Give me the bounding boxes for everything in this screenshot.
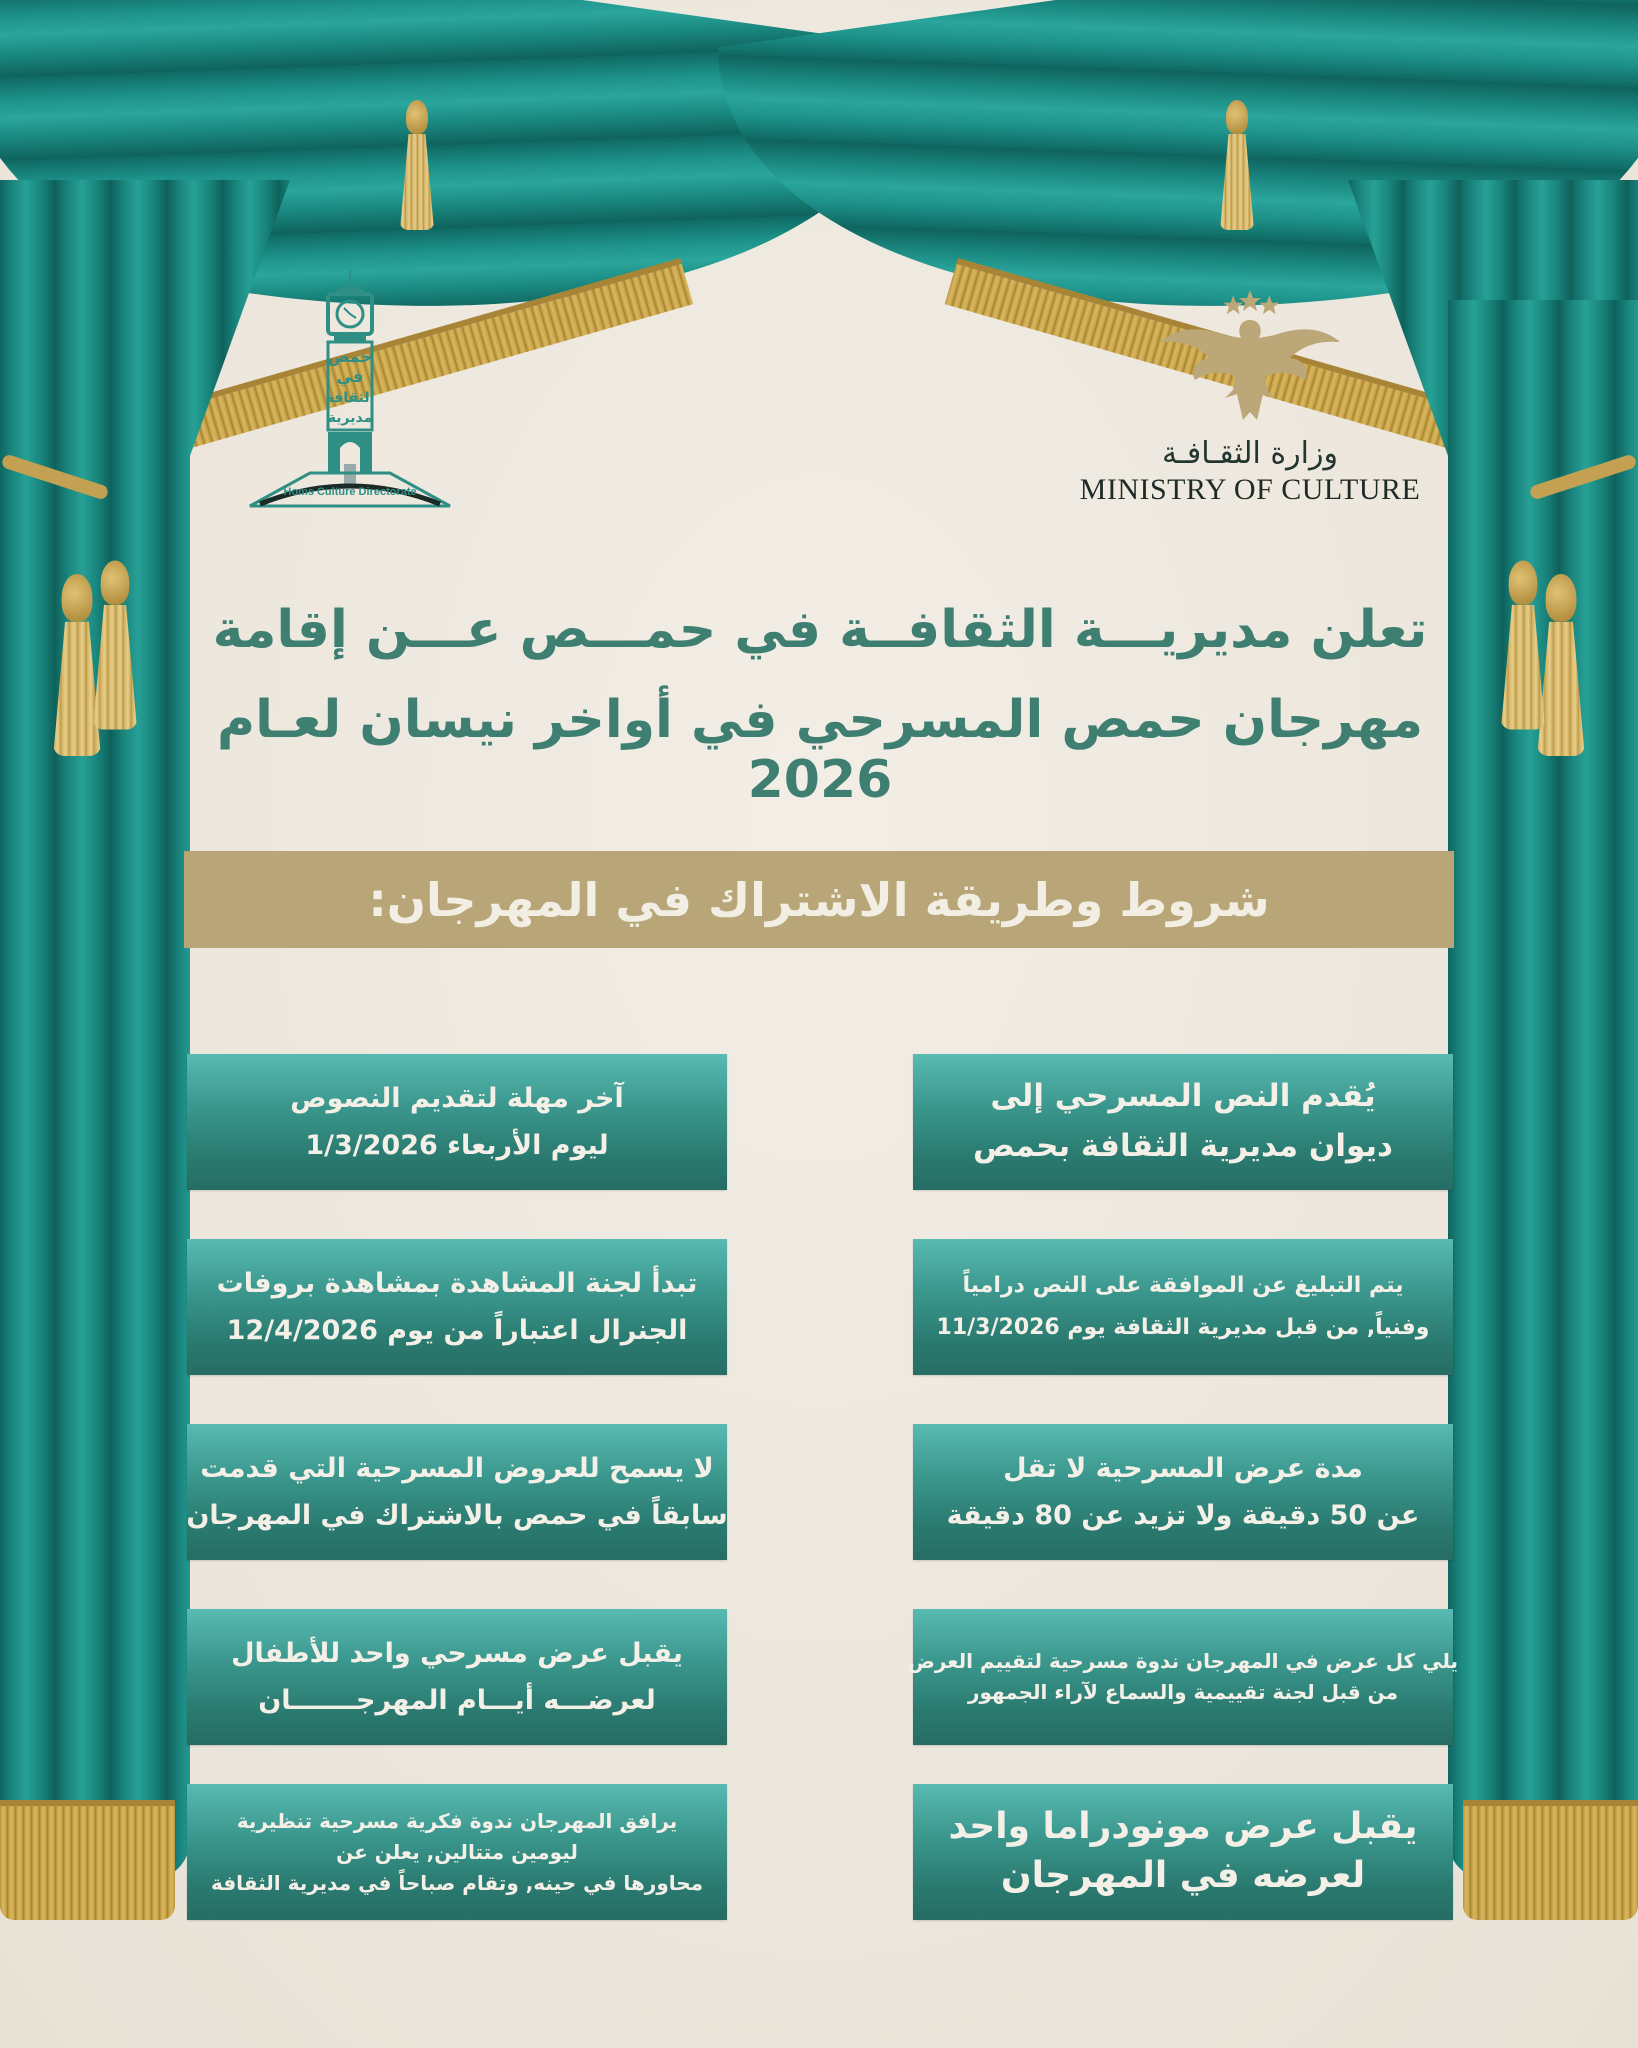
card-text: سابقاً في حمص بالاشتراك في المهرجان	[186, 1500, 728, 1531]
condition-card	[913, 1239, 1453, 1375]
card-text: يرافق المهرجان ندوة فكرية مسرحية تنظيرية	[236, 1808, 678, 1833]
card-text: لعرضـــه أيـــام المهرجـــــــان	[258, 1685, 656, 1716]
card-text: من قبل لجنة تقييمية والسماع لآراء الجمهور	[967, 1680, 1399, 1704]
ministry-name-english: MINISTRY OF CULTURE	[1079, 473, 1421, 506]
tassel-icon	[1220, 100, 1254, 230]
card-text: لا يسمح للعروض المسرحية التي قدمت	[200, 1452, 714, 1484]
tassel-icon	[1501, 561, 1545, 730]
card-text: مدة عرض المسرحية لا تقل	[1003, 1452, 1363, 1484]
curtain-side-right	[1448, 300, 1638, 1880]
eagle-emblem-icon	[1155, 290, 1345, 430]
condition-card	[913, 1424, 1453, 1560]
card-text: يلي كل عرض في المهرجان ندوة مسرحية لتقييم العرض	[907, 1649, 1459, 1673]
card-text: ليومين متتالين, يعلن عن	[336, 1839, 578, 1864]
card-text: وفنياً, من قبل مديرية الثقافة يوم 11/3/2026	[936, 1315, 1430, 1340]
card-text: تبدأ لجنة المشاهدة بمشاهدة بروفات	[216, 1267, 698, 1299]
ministry-name-arabic: وزارة الثقـافـة	[1162, 436, 1338, 471]
conditions-banner	[184, 851, 1454, 948]
card-text: يتم التبليغ عن الموافقة على النص درامياً	[962, 1273, 1404, 1299]
conditions-banner-title: شروط وطريقة الاشتراك في المهرجان:	[368, 872, 1270, 927]
card-text: محاورها في حينه, وتقام صباحاً في مديرية الثقافة	[210, 1870, 704, 1895]
card-text: لعرضه في المهرجان	[1000, 1855, 1366, 1896]
condition-card	[907, 1609, 1459, 1745]
card-text: ديوان مديرية الثقافة بحمص	[973, 1128, 1393, 1164]
condition-card	[187, 1054, 727, 1190]
gold-fringe-bottom-right	[1463, 1800, 1638, 1920]
condition-card	[187, 1239, 727, 1375]
clock-tower-icon	[240, 268, 460, 508]
card-text: ليوم الأربعاء 1/3/2026	[305, 1130, 609, 1161]
homs-directorate-caption: Homs Culture Directorate	[283, 486, 417, 498]
homs-culture-directorate-logo	[240, 268, 460, 518]
curtain-side-left	[0, 300, 190, 1880]
condition-card	[913, 1784, 1453, 1920]
condition-card	[187, 1784, 727, 1920]
condition-card	[187, 1424, 727, 1560]
tassel-icon	[400, 100, 434, 230]
card-text: آخر مهلة لتقديم النصوص	[290, 1082, 624, 1114]
card-text: يقبل عرض مسرحي واحد للأطفال	[231, 1637, 683, 1669]
card-text: يُقدم النص المسرحي إلى	[990, 1078, 1376, 1115]
svg-text:حمص: حمص	[327, 347, 373, 366]
svg-text:مديرية: مديرية	[327, 410, 373, 426]
card-text: يقبل عرض مونودراما واحد	[948, 1806, 1418, 1848]
tassel-icon	[93, 561, 137, 730]
card-text: الجنرال اعتباراً من يوم 12/4/2026	[226, 1315, 688, 1346]
svg-text:في: في	[336, 367, 364, 386]
headline-line-2: مهرجان حمص المسرحي في أواخر نيسان لعـام 2026	[216, 690, 1424, 810]
gold-fringe-bottom-left	[0, 1800, 175, 1920]
ministry-of-culture-logo	[1070, 290, 1430, 507]
headline-line-1: تعلن مديريـــة الثقافــة في حمـــص عـــن إقامة	[212, 600, 1428, 660]
condition-card	[187, 1609, 727, 1745]
card-text: عن 50 دقيقة ولا تزيد عن 80 دقيقة	[946, 1500, 1420, 1531]
svg-text:الثقافة: الثقافة	[325, 390, 375, 406]
condition-card	[913, 1054, 1453, 1190]
